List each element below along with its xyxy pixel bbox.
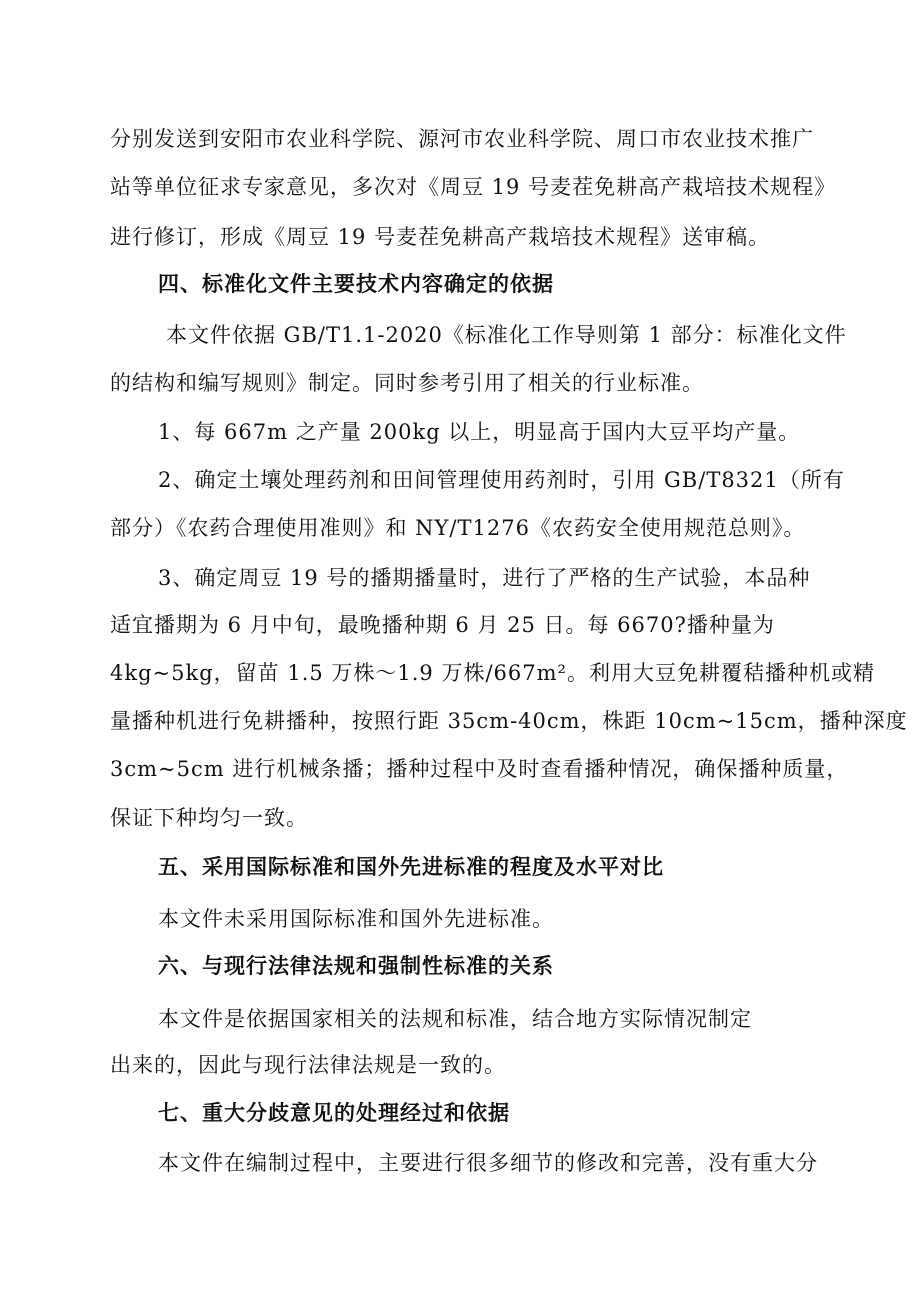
intro-line-3: 进行修订，形成《周豆 19 号麦茬免耕高产栽培技术规程》送审稿。	[110, 225, 771, 249]
section-4-heading: 四、标准化文件主要技术内容确定的依据	[158, 272, 554, 296]
section-4-line-8: 4kg~5kg，留苗 1.5 万株～1.9 万株/667m²。利用大豆免耕覆秸播种机或精	[110, 661, 875, 685]
section-4-line-1: 本文件依据 GB/T1.1-2020《标准化工作导则第 1 部分：标准化文件	[166, 323, 847, 347]
intro-line-1: 分别发送到安阳市农业科学院、源河市农业科学院、周口市农业技术推广	[110, 127, 814, 151]
section-6-line-2: 出来的，因此与现行法律法规是一致的。	[110, 1053, 506, 1077]
section-6-line-1: 本文件是依据国家相关的法规和标准，结合地方实际情况制定	[158, 1007, 752, 1031]
section-4-line-5: 部分）《农药合理使用准则》和 NY/T1276《农药安全使用规范总则》。	[110, 516, 806, 540]
section-5-line-1: 本文件未采用国际标准和国外先进标准。	[158, 907, 554, 931]
section-4-line-9: 量播种机进行免耕播种，按照行距 35cm-40cm，株距 10cm~15cm，播种深度	[110, 709, 908, 733]
section-4-line-6: 3、确定周豆 19 号的播期播量时，进行了严格的生产试验，本品种	[158, 566, 811, 590]
intro-line-2: 站等单位征求专家意见，多次对《周豆 19 号麦茬免耕高产栽培技术规程》	[110, 175, 837, 199]
section-4-line-2: 的结构和编写规则》制定。同时参考引用了相关的行业标准。	[110, 371, 704, 395]
section-7-heading: 七、重大分歧意见的处理经过和依据	[158, 1101, 510, 1125]
section-4-line-10: 3cm~5cm 进行机械条播；播种过程中及时查看播种情况，确保播种质量，	[110, 757, 849, 781]
section-4-line-3: 1、每 667m 之产量 200kg 以上，明显高于国内大豆平均产量。	[158, 420, 801, 444]
section-4-line-11: 保证下种均匀一致。	[110, 806, 308, 830]
section-5-heading: 五、采用国际标准和国外先进标准的程度及水平对比	[158, 855, 664, 879]
section-6-heading: 六、与现行法律法规和强制性标准的关系	[158, 954, 554, 978]
section-7-line-1: 本文件在编制过程中，主要进行很多细节的修改和完善，没有重大分	[158, 1151, 818, 1175]
section-4-line-4: 2、确定土壤处理药剂和田间管理使用药剂时，引用 GB/T8321（所有	[158, 468, 845, 492]
section-4-line-7: 适宜播期为 6 月中旬，最晚播种期 6 月 25 日。每 6670?播种量为	[110, 613, 775, 637]
